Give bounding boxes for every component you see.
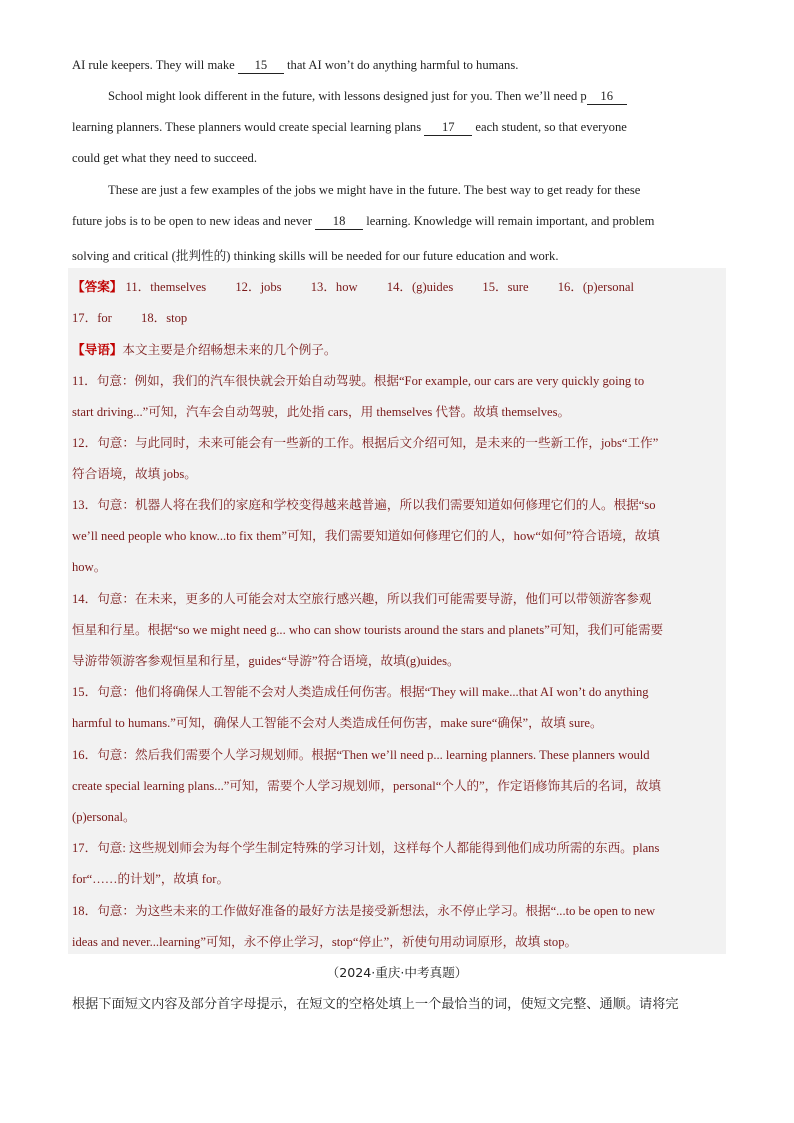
answer-item: 11．themselves: [125, 280, 207, 294]
explanation-line: (p)ersonal。: [72, 810, 136, 824]
text-segment: learning planners. These planners would create special learning plans: [72, 120, 425, 134]
explanation-line: 14．句意：在未来，更多的人可能会对太空旅行感兴趣，所以我们可能需要导游，他们可以带领游客参观: [72, 592, 652, 606]
passage-line-6: [72, 214, 724, 230]
explanation-line: 11．句意：例如，我们的汽车很快就会开始自动驾驶。根据“For example, our cars are very quickly going to: [72, 374, 645, 388]
answer-item: 18．stop: [141, 311, 188, 325]
explanation-line: 13．句意：机器人将在我们的家庭和学校变得越来越普遍，所以我们需要知道如何修理它们的人。根据“so: [72, 498, 656, 512]
text-segment: AI rule keepers. They will make: [72, 58, 238, 72]
answer-item: 17．for: [72, 311, 112, 325]
passage-line-4: could get what they need to succeed.: [72, 151, 257, 165]
guide-tag: 【导语】: [72, 342, 123, 357]
explanation-line: 12．句意：与此同时，未来可能会有一些新的工作。根据后文介绍可知，是未来的一些新工作，jobs“工作”: [72, 436, 659, 450]
blank-17: 17: [424, 120, 472, 136]
explanation-line: 15．句意：他们将确保人工智能不会对人类造成任何伤害。根据“They will make...that AI won’t do anything: [72, 685, 649, 699]
explanation-line: 16．句意：然后我们需要个人学习规划师。根据“Then we’ll need p... learning planners. These planners would: [72, 748, 650, 762]
passage-line-5: These are just a few examples of the jobs we might have in the future. The best way to get ready for these: [108, 183, 641, 197]
explanation-line: how。: [72, 560, 107, 574]
passage-line-2: [108, 89, 724, 105]
answer-item: 16．(p)ersonal: [557, 280, 634, 294]
text-segment: that AI won’t do anything harmful to humans.: [283, 58, 519, 72]
answer-row-2: [72, 307, 724, 326]
text-segment: each student, so that everyone: [472, 120, 627, 134]
blank-15: 15: [238, 58, 284, 74]
explanation-line: create special learning plans...”可知，需要个人学习规划师，personal“个人的”，作定语修饰其后的名词，故填: [72, 779, 661, 793]
text-segment: future jobs is to be open to new ideas and never: [72, 214, 316, 228]
passage-line-3: [72, 120, 724, 136]
explanation-line: we’ll need people who know...to fix them”可知，我们需要知道如何修理它们的人，how“如何”符合语境，故填: [72, 529, 660, 543]
explanation-line: 18．句意：为这些未来的工作做好准备的最好方法是接受新想法，永不停止学习。根据“...to be open to new: [72, 904, 656, 918]
explanation-line: 17．句意: 这些规划师会为每个学生制定特殊的学习计划，这样每个人都能得到他们成功所需的东西。plans: [72, 841, 660, 855]
explanation-line: for“……的计划”，故填 for。: [72, 872, 230, 886]
passage-line-1: [72, 58, 724, 74]
explanation-line: start driving...”可知，汽车会自动驾驶，此处指 cars，用 themselves 代替。故填 themselves。: [72, 405, 571, 419]
guide-line: [72, 339, 724, 358]
answer-item: 14．(g)uides: [386, 280, 454, 294]
text-segment: School might look different in the future, with lessons designed just for you. Then we’ll need p: [108, 89, 587, 103]
answer-item: 12．jobs: [235, 280, 282, 294]
text-segment: learning. Knowledge will remain important, and problem: [363, 214, 655, 228]
blank-18: 18: [315, 214, 363, 230]
explanation-line: harmful to humans.”可知，确保人工智能不会对人类造成任何伤害，make sure“确保”，故填 sure。: [72, 716, 603, 730]
explanation-line: 导游带领游客参观恒星和行星，guides“导游”符合语境，故填(g)uides。: [72, 654, 460, 668]
question-instruction: 根据下面短文内容及部分首字母提示，在短文的空格处填上一个最恰当的词，使短文完整、通顺。请将完: [72, 997, 679, 1012]
question-source: （2024·重庆·中考真题）: [326, 965, 468, 980]
guide-text: 本文主要是介绍畅想未来的几个例子。: [122, 342, 337, 357]
explanation-line: 恒星和行星。根据“so we might need g... who can show tourists around the stars and planets”可知，我们可能需要: [72, 623, 664, 637]
answer-item: 15．sure: [482, 280, 529, 294]
answer-item: 13．how: [310, 280, 358, 294]
blank-16: 16: [587, 89, 627, 105]
explanation-line: ideas and never...learning”可知，永不停止学习，stop“停止”，祈使句用动词原形，故填 stop。: [72, 935, 578, 949]
answer-row-1: [72, 276, 724, 295]
explanation-line: 符合语境，故填 jobs。: [72, 467, 197, 481]
answer-tag: 【答案】: [72, 279, 123, 294]
passage-line-7: solving and critical (批判性的) thinking skills will be needed for our future education and work.: [72, 249, 559, 263]
